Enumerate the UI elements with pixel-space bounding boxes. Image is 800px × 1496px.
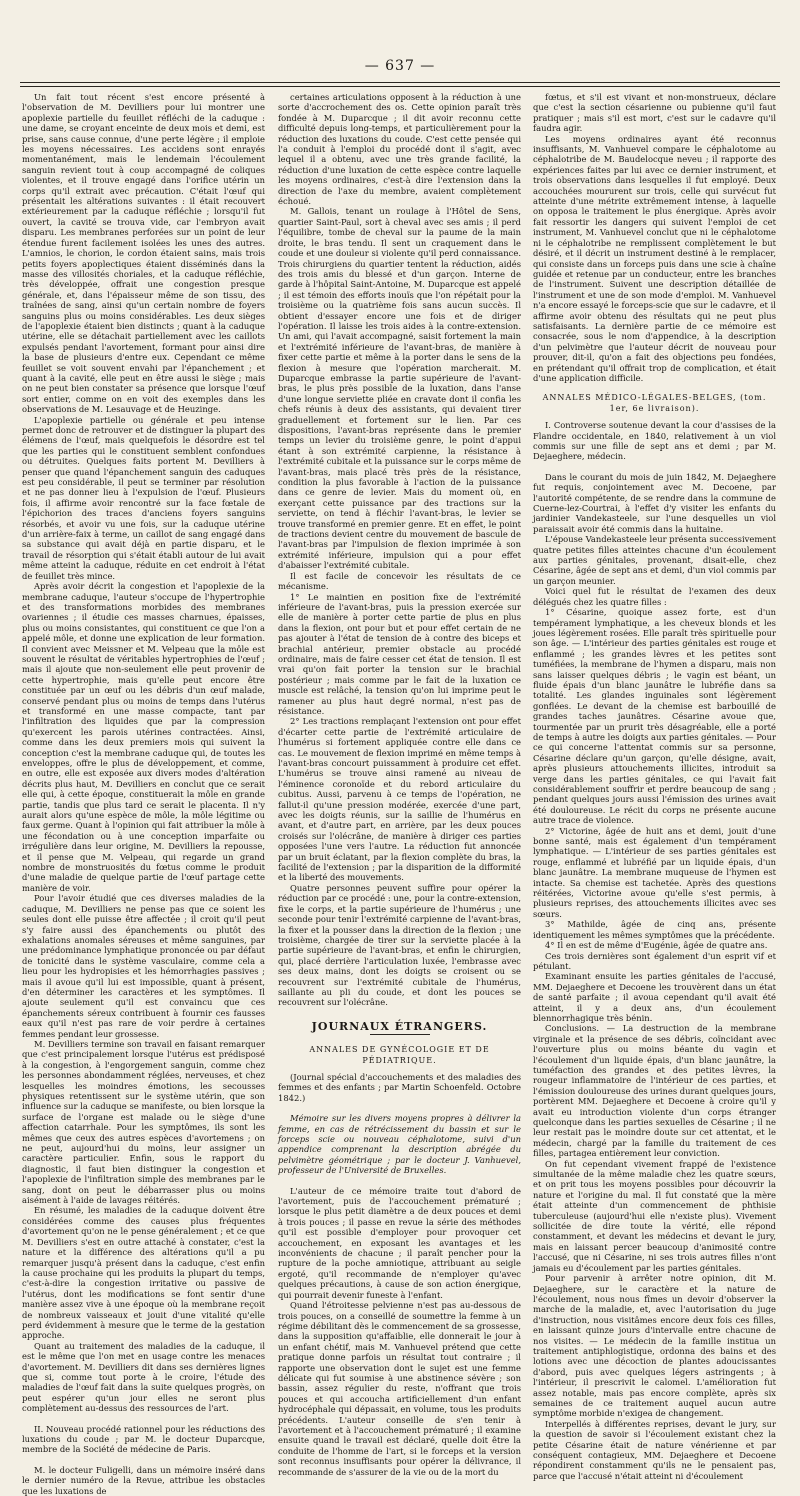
paragraph: Il est facile de concevoir les résultats de ce mécanisme. bbox=[278, 570, 521, 592]
journal-title: ANNALES MÉDICO-LÉGALES-BELGES, (tom. 1er, 6e livraison). bbox=[542, 393, 767, 413]
paragraph: Interpellés à différentes reprises, devant le jury, sur la question de savoir si l'écoulement existant chez la petite Césarine était de nature vénérienne et par conséquent contagieux, MM. Dejaeghere et Decoene répondirent constamment qu'ils ne le pensaient pas, parce que l'accusé n'était atteint ni d'écoulement bbox=[533, 1418, 776, 1481]
paragraph: 4° Il en est de même d'Eugénie, âgée de quatre ans. bbox=[545, 940, 768, 951]
article-heading: II. Nouveau procédé rationnel pour les réductions des luxations du coude ; par M. le docteur Duparcque, membre de la Société de médecine de Paris. bbox=[22, 1423, 265, 1455]
paragraph: En résumé, les maladies de la caduque doivent être considérées comme des causes plus fréquentes d'avortement qu'on ne le pense généralement ; et ce que M. Devilliers s'est en outre attaché à constater, c'est la nature et la différence des altérations qu'il a pu remarquer jusqu'à présent dans la caduque, c'est enfin la cause prochaine qui les produits la plupart du temps, c'est-à-dire la congestion irritative ou passive de l'utérus, dont les modifications se font sentir d'une manière assez vive à une époque où la membrane reçoit de nombreux vaisseaux et jouit d'une vitalité qu'elle perd évidemment à mesure que le terme de la gestation approche. bbox=[22, 1205, 265, 1341]
paragraph: M. Gallois, tenant un roulage à l'Hôtel de Sens, quartier Saint-Paul, sort à cheval avec ses amis ; il perd l'équilibre, tombe de cheval sur la paume de la main droite, le bras tendu. Il sent un craquement dans le coude et une douleur si violente qu'il perd connaissance. Trois chirurgiens du quartier tentent la réduction, aidés des trois amis du blessé et d'un garçon. Interne de garde à l'hôpital Saint-Antoine, M. Duparcque est appelé ; il est témoin des efforts inouïs que l'on répétait pour la troisième ou la quatrième fois sans aucun succès. Il obtient d'essayer encore une fois et de diriger l'opération. Il laisse les trois aides à la contre-extension. Un ami, qui l'avait accompagné, saisit fortement la main et l'extrémité inférieure de l'avant-bras, de manière à fixer cette partie et même à la porter dans le sens de la flexion à mesure que l'opération marcherait. M. Duparcque embrasse la partie supérieure de l'avant-bras, le plus près possible de la luxation, dans l'anse d'une longue serviette pliée en cravate dont il confia les chefs réunis à deux des assistants, qui devaient tirer graduellement et fortement sur le lien. Par ces dispositions, l'avant-bras représente dans le premier temps un levier du troisième genre, le point d'appui étant à son extrémité carpienne, la résistance à l'extrémité cubitale et la puissance sur le corps même de l'avant-bras, mais placé très près de la résistance, condition la plus favorable à l'action de la puissance dans ce genre de levier. Mais du moment où, en exerçant cette puissance par des tractions sur la serviette, on tend à fléchir l'avant-bras, le levier se trouve transformé en premier genre. Et en effet, le point de tractions devient centre du mouvement de bascule de l'avant-bras par l'impulsion de flexion imprimée à son extrémité inférieure, impulsion qui a pour effet d'abaisser l'extrémité cubitale. bbox=[278, 206, 521, 571]
paragraph: Ces trois dernières sont également d'un esprit vif et pétulant. bbox=[533, 950, 776, 971]
paragraph: Quand l'étroitesse pelvienne n'est pas au-dessous de trois pouces, on a conseillé de soumettre la femme à un régime débilitant dès le commencement de sa grossesse, dans la supposition qu'affaiblie, elle donnerait le jour à un enfant chétif, mais M. Vanhuevel prétend que cette pratique donne parfois un résultat tout contraire ; il rapporte une observation dont le sujet est une femme délicate qui fut soumise à une abstinence sévère ; son bassin, assez régulier du reste, n'offrant que trois pouces et qui accoucha artificiellement d'un enfant hydrocéphale qui dépassait, en volume, tous les produits précédents. L'auteur conseille de s'en tenir à l'avortement et à l'accouchement prématuré ; il examine ensuite quand le travail est déclaré, quelle doit être la conduite de l'homme de l'art, si le forceps et la version sont reconnus insuffisants pour opérer la délivrance, il recommande de s'assurer de la vie ou de la mort du bbox=[278, 1300, 521, 1477]
paragraph: M. le docteur Fuligelli, dans un mémoire inséré dans le dernier numéro de la Revue, attribue les obstacles que les luxations de bbox=[22, 1464, 265, 1496]
section-title: JOURNAUX ÉTRANGERS. bbox=[311, 1019, 488, 1033]
paragraph: 3° Mathilde, âgée de cinq ans, présente identiquement les mêmes symptômes que la précédente. bbox=[533, 919, 776, 940]
paragraph: certaines articulations opposent à la réduction à une sorte d'accrochement des os. Cette opinion paraît très fondée à M. Duparcque ; il dit avoir reconnu cette difficulté depuis long-temps, et particulièrement pour la réduction des luxations du coude. C'est cette pensée qui l'a conduit à l'emploi du procédé dont il s'agit, avec lequel il a obtenu, avec une très grande facilité, la réduction d'une luxation de cette espèce contre laquelle les moyens ordinaires, c'est-à dire l'extension dans la direction de l'axe du membre, avaient complètement échoué. bbox=[278, 92, 521, 207]
paragraph: Dans le courant du mois de juin 1842, M. Dejaeghere fut requis, conjointement avec M. Decoene, par l'autorité compétente, de se rendre dans la commune de Cuerne-lez-Courtrai, à l'effet d'y visiter les enfants du jardinier Vandekasteele, sur l'une desquelles un viol paraissait avoir été commis dans la huitaine. bbox=[533, 471, 776, 534]
section-rule bbox=[370, 1034, 430, 1035]
spacer bbox=[533, 462, 776, 472]
column-right bbox=[533, 92, 777, 1481]
paragraph: fœtus, et s'il est vivant et non-monstrueux, déclare que c'est la section césarienne ou pubienne qu'il faut pratiquer ; mais s'il est mort, c'est sur le cadavre qu'il faudra agir. bbox=[533, 92, 776, 134]
article-heading: I. Controverse soutenue devant la cour d'assises de la Flandre occidentale, en 1840, relativement à un viol commis sur une fille de sept ans et demi ; par M. Dejaeghere, médecin. bbox=[533, 420, 776, 462]
paragraph: L'épouse Vandekasteele leur présenta successivement quatre petites filles atteintes chacune d'un écoulement aux parties génitales, provenant, disait-elle, chez Césarine, âgée de sept ans et demi, d'un viol commis par un garçon meunier. bbox=[533, 534, 776, 586]
journal-title: ANNALES DE GYNÉCOLOGIE ET DE PÉDIATRIQUE. bbox=[309, 1045, 490, 1065]
paragraph: Quatre personnes peuvent suffire pour opérer la réduction par ce procédé : une, pour la contre-extension, fixe le corps, et la partie supérieure de l'humérus ; une seconde pour tenir l'extrémité carpienne de l'avant-bras, la fixer et la pousser dans la direction de la flexion ; une troisième, chargée de tirer sur la serviette placée à la partie supérieure de l'avant-bras, et enfin le chirurgien, qui, placé derrière l'articulation luxée, l'embrasse avec ses deux mains, dont les doigts se croisent ou se recouvrent sur l'extrémité cubitale de l'humérus, saillante au pli du coude, et dont les pouces se recouvrent sur l'olécrâne. bbox=[278, 882, 522, 1008]
spacer bbox=[22, 1455, 265, 1465]
paragraph: 1° Le maintien en position fixe de l'extrémité inférieure de l'avant-bras, puis la pression exercée sur elle de manière à porter cette partie de plus en plus dans la flexion, ont pour but et pour effet certain de ne pas ajouter à l'état de tension de à contre des biceps et brachial antérieur, premier obstacle au procédé ordinaire, mais de faire cesser cet état de tension. Il est vrai qu'on fait porter la tension sur le brachial postérieur ; mais comme par le fait de la luxation ce muscle est relâché, la tension qu'on lui imprime peut le ramener au plus haut degré normal, n'est pas de résistance. bbox=[278, 591, 521, 716]
paragraph: On fut cependant vivement frappé de l'existence simultanée de la même maladie chez les quatre sœurs, et on prit tous les moyens possibles pour découvrir la nature et l'origine du mal. Il fut constaté que la mère était atteinte d'un commencement de phthisie tuberculeuse (aujourd'hui elle n'existe plus). Vivement sollicitée de dire toute la vérité, elle répond constamment, et devant les médecins et devant le jury, mais en laissant percer beaucoup d'animosité contre l'accusé, que ni Césarine, ni ses trois autres filles n'ont jamais eu d'écoulement par les parties génitales. bbox=[533, 1158, 776, 1273]
paragraph: Pour parvenir à arrêter notre opinion, dit M. Dejaeghere, sur le caractère et la nature de l'écoulement, nous nous fîmes un devoir d'observer la marche de la maladie, et, avec l'autorisation du juge d'instruction, nous visitâmes encore deux fois ces filles, en laissant quinze jours d'intervalle entre chacune de nos visites. — Le médecin de la famille institua un traitement antiphlogistique, ordonna des bains et des lotions avec une décoction de plantes adoucissantes d'abord, puis avec quelques légers astringents ; à l'intérieur, il prescrivit le calomel. L'amélioration fut assez notable, mais pas encore complète, après six semaines de ce traitement auquel aucun autre symptôme morbide n'exigea de changement. bbox=[533, 1273, 776, 1419]
column-middle bbox=[278, 92, 522, 1477]
paragraph: 2° Victorine, âgée de huit ans et demi, jouit d'une bonne santé, mais est également d'un tempérament lymphatique. — L'intérieur de ses parties génitales est rouge, enflammé et lubréfié par un liquide épais, d'un blanc jaunâtre. La membrane muqueuse de l'hymen est intacte. Sa chemise est tachetée. Après des questions réitérées, Victorine avoue qu'elle s'est permis, à plusieurs reprises, des attouchements illicites avec ses sœurs. bbox=[533, 825, 776, 919]
spacer bbox=[278, 1103, 521, 1113]
paragraph: Pour l'avoir étudié que ces diverses maladies de la caduque, M. Devilliers ne pense pas que ce soient les seules dont elle puisse être affectée ; il croit qu'il peut s'y faire aussi des épanchements ou plutôt des exhalations anomales séreuses et même sanguines, par une prédominance lymphatique prononcée ou par défaut de tonicité dans le système vasculaire, comme cela a lieu pour les hydropisies et les hémorrhagies passives ; mais il avoue qu'il lui est impossible, quant à présent, d'en déterminer les caractères et les symptômes. Il ajoute seulement qu'il est convaincu que ces épanchements séreux contribuent à fournir ces fausses eaux qu'il n'est pas rare de voir perdre à certaines femmes pendant leur grossesse. bbox=[22, 893, 265, 1039]
paragraph: Après avoir décrit la congestion et l'apoplexie de la membrane caduque, l'auteur s'occupe de l'hypertrophie et des transformations morbides des membranes ovariennes ; il étudie ces masses charnues, épaisses, plus ou moins consistantes, qui constituent ce que l'on a appelé môle, et donne une explication de leur formation. Il convient avec Meissner et M. Velpeau que la môle est souvent le résultat de véritables hypertrophies de l'œuf ; mais il ajoute que non-seulement elle peut provenir de cette hypertrophie, mais qu'elle peut encore être constituée par un œuf ou les débris d'un œuf malade, conservé pendant plus ou moins de temps dans l'utérus et transformé en une masse compacte, tant par l'infiltration des liquides que par la compression qu'exercent les parois utérines contractées. Ainsi, comme dans les deux premiers mois qui suivent la conception c'est la membrane caduque qui, de toutes les enveloppes, offre le plus de développement, et comme, en outre, elle est exposée aux divers modes d'altération décrits plus haut, M. Devilliers en conclut que ce serait elle qui, à cette époque, constituerait la môle en grande partie, tandis que plus tard ce serait le placenta. Il n'y aurait alors qu'une espèce de môle, la môle légitime ou faux germe. Quant à l'opinion qui fait attribuer la môle à une fécondation ou à une conception imparfaite ou irrégulière dans leur origine, M. Devilliers la repousse, et il pense que M. Velpeau, qui regarde un grand nombre de monstruosités du fœtus comme le produit d'une maladie de quelque partie de l'œuf partage cette manière de voir. bbox=[22, 581, 265, 893]
paragraph: 2° Les tractions remplaçant l'extension ont pour effet d'écarter cette partie de l'extrémité articulaire de l'humérus si fortement appliquée contre elle dans ce cas. Le mouvement de flexion imprimé en même temps à l'avant-bras concourt puissamment à produire cet effet. L'humérus se trouve ainsi ramené au niveau de l'éminence coronoïde et du rebord articulaire du cubitus. Aussi, parvenu à ce temps de l'opération, ne fallut-il qu'une pression modérée, exercée d'une part, avec les doigts réunis, sur la saillie de l'humérus en avant, et d'autre part, en arrière, par les deux pouces croisés sur l'olécrâne, de manière à diriger ces parties opposées l'une vers l'autre. La réduction fut annoncée par un bruit éclatant, par la flexion complète du bras, la facilité de l'extension ; par la disparition de la difformité et la liberté des mouvements. bbox=[278, 716, 521, 883]
paragraph: Examinant ensuite les parties génitales de l'accusé, MM. Dejaeghere et Decoene les trouvèrent dans un état de santé parfaite ; il avoua cependant qu'il avait été atteint, il y a deux ans, d'un écoulement blennorrhagique très bénin. bbox=[533, 971, 776, 1023]
column-left bbox=[22, 92, 265, 1496]
header-rule-bottom bbox=[20, 86, 780, 87]
paragraph: (Journal spécial d'accouchements et des maladies des femmes et des enfants ; par Martin Schoenfeld. Octobre 1842.) bbox=[278, 1071, 521, 1103]
paragraph: Conclusions. — La destruction de la membrane virginale et la présence de ses débris, coïncidant avec l'ouverture plus ou moins béante du vagin et l'écoulement d'un liquide épais, d'un blanc jaunâtre, la tuméfaction des grandes et des petites lèvres, la rougeur inflammatoire de l'intérieur de ces parties, et l'émission douloureuse des urines durant quelques jours, portèrent MM. Dejaeghere et Decoene à croire qu'il y avait eu introduction violente d'un corps étranger quelconque dans les parties sexuelles de Césarine ; il ne leur restait pas le moindre doute sur cet attentat, et le médecin, chargé par la famille du traitement de ces filles, partagea entièrement leur conviction. bbox=[533, 1023, 777, 1159]
paragraph: L'apoplexie partielle ou générale et peu intense permet donc de retrouver et de distinguer la plupart des élémens de l'œuf, mais quelquefois le désordre est tel que les parties qui le constituent semblent confondues ou détruites. Quelques faits portent M. Devilliers à penser que quand l'épanchement sanguin des caduques est peu considérable, il peut se terminer par résolution et ne pas donner lieu à l'expulsion de l'œuf. Plusieurs fois, il affirme avoir rencontré sur la face fœtale de l'épichorion des traces d'anciens foyers sanguins résorbés, et avoir vu une fois, sur la caduque utérine d'un arrière-faix à terme, un caillot de sang engagé dans sa substance qui avait déjà en partie disparu, et le travail de résorption qui s'était établi autour de lui avait même atteint la caduque, réduite en cet endroit à l'état de feuillet très mince. bbox=[22, 414, 265, 581]
paragraph: Les moyens ordinaires ayant été reconnus insuffisants, M. Vanhuevel compare le céphalotome au céphalotribe de M. Baudelocque neveu ; il rapporte des expériences faites par lui avec ce dernier instrument, et trois observations dans lesquelles il fut employé. Deux accouchées moururent sur trois, celle qui survécut fut atteinte d'une métrite extrêmement intense, à laquelle on opposa le traitement le plus énergique. Après avoir fait ressortir les dangers qui suivent l'emploi de cet instrument, M. Vanhuevel conclut que ni le céphalotome ni le céphalotribe ne remplissent complètement le but désiré, et il décrit un instrument destiné à le remplacer, qui consiste dans un forceps puis dans une scie à chaîne guidée et retenue par un conducteur, entre les branches de l'instrument. Suivent une description détaillée de l'instrument et une de son mode d'emploi. M. Vanhuevel n'a encore essayé le forceps-scie que sur le cadavre, et il affirme avoir obtenu des résultats qui ne peut plus satisfaisants. La dernière partie de ce mémoire est consacrée, sous le nom d'appendice, à la description d'un pelvimètre que l'auteur décrit de nouveau pour prouver, dit-il, qu'on a fait des objections peu fondées, en prétendant qu'il offrait trop de complication, et était d'une application difficile. bbox=[533, 133, 776, 383]
paragraph: M. Devilliers termine son travail en faisant remarquer que c'est principalement lorsque l'utérus est prédisposé à la congestion, à l'engorgement sanguin, comme chez les personnes abondamment réglées, nerveuses, et chez lesquelles les moindres émotions, les secousses physiques retentissent sur le système utérin, que son influence sur la caduque se manifeste, ou bien lorsque la surface de l'organe est malade ou le siège d'une affection catarrhale. Pour les symptômes, ils sont les mêmes que ceux des autres espèces d'avortemens ; on ne peut, aujourd'hui du moins, leur assigner un caractère particulier. Enfin, sous le rapport du diagnostic, il faut bien distinguer la congestion et l'apoplexie de l'infiltration simple des membranes par le sang, dont on peut le débarrasser plus ou moins aisément à l'aide de lavages réitérés. bbox=[22, 1038, 265, 1206]
spacer bbox=[22, 1414, 265, 1424]
header-rule-top bbox=[20, 82, 780, 83]
article-heading: Mémoire sur les divers moyens propres à délivrer la femme, en cas de rétrécissement du bassin et sur le forceps scie ou nouveau céphalotome, suivi d'un appendice comprenant la description abrégée du pelvimètre géométrique ; par le docteur J. Vanhuevel, professeur de l'Université de Bruxelles. bbox=[278, 1113, 521, 1176]
page-number-header: — 637 — bbox=[364, 58, 436, 74]
spacer bbox=[278, 1176, 521, 1186]
paragraph: Voici quel fut le résultat de l'examen des deux délégués chez les quatre filles : bbox=[533, 586, 776, 607]
paragraph: 1° Césarine, quoique assez forte, est d'un tempérament lymphatique, a les cheveux blonds et les joues légèrement rosées. Elle paraît très spirituelle pour son âge. — L'intérieur des parties génitales est rouge et enflammé ; les grandes lèvres et les petites sont tuméfiées, la membrane de l'hymen a disparu, mais non sans laisser quelques débris ; le vagin est béant, un fluide épais d'un blanc jaunâtre le lubréfie dans sa totalité. Les glandes inguinales sont légèrement gonflées. Le devant de la chemise est barbouillé de grandes taches jaunâtres. Césarine avoue que, tourmentée par un prurit très désagréable, elle a porté de temps à autre les doigts aux parties génitales. — Pour ce qui concerne l'attentat commis sur sa personne, Césarine déclare qu'un garçon, qu'elle désigne, avait, après plusieurs attouchements illicites, introduit sa verge dans les parties génitales, ce qui l'avait fait considérablement souffrir et perdre beaucoup de sang ; pendant quelques jours aussi l'émission des urines avait été douloureuse. Le récit du corps ne présente aucune autre trace de violence. bbox=[533, 607, 776, 826]
paragraph: Quant au traitement des maladies de la caduque, il est le même que l'on met en usage contre les menaces d'avortement. M. Devilliers dit dans ses dernières lignes que si, comme tout porte à le croire, l'étude des maladies de l'œuf fait dans la suite quelques progrès, on peut espérer qu'un jour elles ne seront plus complètement au-dessus des ressources de l'art. bbox=[22, 1340, 265, 1414]
paragraph: Un fait tout récent s'est encore présenté à l'observation de M. Devilliers pour lui montrer une apoplexie partielle du feuillet réfléchi de la caduque : une dame, se croyant enceinte de deux mois et demi, est prise, sans cause connue, d'une perte légère ; il emploie les moyens nécessaires. Les accidens sont enrayés momentanément, mais le lendemain l'écoulement sanguin revient tout à coup accompagné de coliques violentes, et il trouve engagé dans l'orifice utérin un corps qu'il extrait avec précaution. C'était l'œuf qui présentait les altérations suivantes : il était recouvert extérieurement par la caduque réfléchie ; lorsqu'il fut ouvert, la cavité se trouva vide, car l'embryon avait disparu. Les membranes perforées sur un point de leur étendue furent facilement isolées les unes des autres. L'amnios, le chorion, le cordon étaient sains, mais trois petits foyers apoplectiques étaient disséminés dans la masse des villosités choriales, et la caduque réfléchie, très développée, offrait une congestion presque générale, et, dans l'épaisseur même de son tissu, des traînées de sang, ainsi qu'un certain nombre de foyers sanguins plus ou moins considérables. Les deux sièges de l'apoplexie étaient bien distincts ; quant à la caduque utérine, elle se détachait partiellement avec les caillots expulsés pendant l'avortement, formant pour ainsi dire la base de plusieurs d'entre eux. Cependant ce même feuillet se voit souvent envahi par l'épanchement ; et quant à la cavité, elle peut en être aussi le siège ; mais on ne peut bien constater sa présence que lorsque l'œuf sort entier, comme on en voit des exemples dans les observations de M. Lesauvage et de Heuzinge. bbox=[22, 92, 265, 415]
paragraph: L'auteur de ce mémoire traite tout d'abord de l'avortement, puis de l'accouchement prématuré ; lorsque le plus petit diamètre a de deux pouces et demi à trois pouces ; il passe en revue la série des méthodes qu'il est possible d'employer pour provoquer cet accouchement, en exposant les avantages et les inconvénients de chacune ; il paraît pencher pour la rupture de la poche amniotique, attribuant au seigle ergoté, qu'il recommande de n'employer qu'avec quelques précautions, à cause de son action énergique, qui pourrait devenir funeste à l'enfant. bbox=[278, 1185, 521, 1300]
